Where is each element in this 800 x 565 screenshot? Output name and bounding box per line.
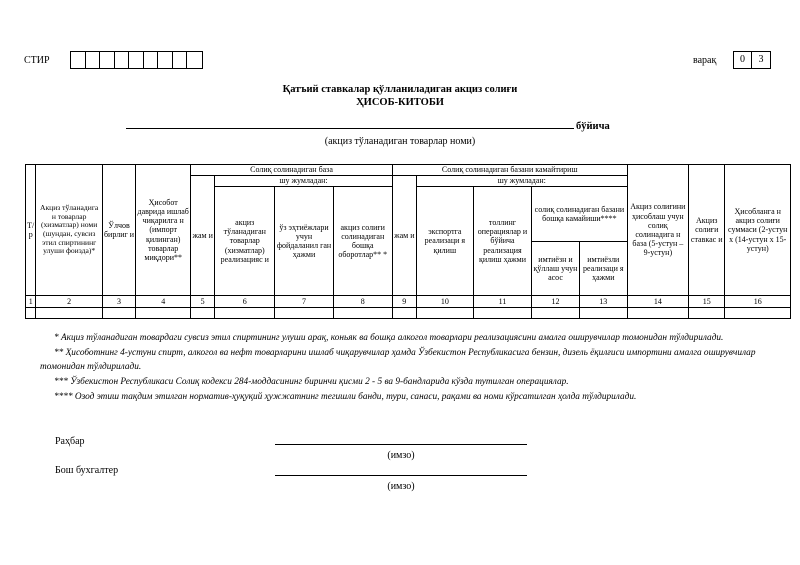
accountant-label: Бош бухгалтер bbox=[55, 465, 119, 476]
data-cell[interactable] bbox=[579, 308, 627, 319]
column-number: 5 bbox=[191, 296, 215, 308]
accountant-signature-caption: (имзо) bbox=[387, 481, 415, 492]
column-number: 10 bbox=[416, 296, 473, 308]
header-col6: акциз тўланадиган товарлар (хизматлар) реализацияс и bbox=[215, 187, 275, 296]
header-col1: Т/р bbox=[26, 165, 36, 296]
data-cell[interactable] bbox=[725, 308, 791, 319]
column-number: 3 bbox=[102, 296, 135, 308]
header-col10: экспортга реализаци я қилиш bbox=[416, 187, 473, 296]
header-col12-13-group: солиқ солинадиган базани бошқа камайиши**** bbox=[532, 187, 628, 242]
column-number: 15 bbox=[689, 296, 725, 308]
sheet-label: варақ bbox=[693, 55, 717, 66]
data-cell[interactable] bbox=[275, 308, 333, 319]
header-col2: Акциз тўланадига н товарлар (хизматлар) номи (шундан, сувсиз этил спиртининг улуши фоизда)* bbox=[36, 165, 103, 296]
column-number: 7 bbox=[275, 296, 333, 308]
header-col8: акциз солиғи солинадиган бошқа оборотлар** * bbox=[333, 187, 392, 296]
data-cell[interactable] bbox=[26, 308, 36, 319]
header-including-right: шу жумладан: bbox=[416, 176, 627, 187]
header-col15: Акциз солиғи ставкас и bbox=[689, 165, 725, 296]
data-cell[interactable] bbox=[473, 308, 531, 319]
stir-input-cells[interactable] bbox=[70, 51, 203, 69]
header-col4: Ҳисобот даврида ишлаб чиқарилга н (импорт қилинган) товарлар миқдори** bbox=[136, 165, 191, 296]
header-col9: жам и bbox=[392, 176, 416, 296]
data-cell[interactable] bbox=[416, 308, 473, 319]
data-cell[interactable] bbox=[215, 308, 275, 319]
column-number: 8 bbox=[333, 296, 392, 308]
footnote-1: * Акциз тўланадиган товардаги сувсиз этил спиртининг улуши арақ, коньяк ва бошқа алкогол товарлари реализациясини амалга оширувчилар томонидан тўлдирилади. bbox=[54, 333, 724, 343]
column-number: 4 bbox=[136, 296, 191, 308]
data-cell[interactable] bbox=[532, 308, 580, 319]
accountant-signature-line[interactable] bbox=[275, 475, 527, 476]
stir-cell[interactable] bbox=[100, 52, 115, 68]
stir-label: СТИР bbox=[24, 55, 50, 66]
title-suffix: бўйича bbox=[576, 121, 610, 132]
sheet-digit: 0 bbox=[734, 52, 752, 68]
header-col14: Акциз солиғини ҳисоблаш учун солиқ солинадига н база (5-устун – 9-устун) bbox=[627, 165, 688, 296]
sheet-digit: 3 bbox=[758, 54, 764, 65]
column-number: 9 bbox=[392, 296, 416, 308]
footnote-3: *** Ўзбекистон Республикаси Солиқ кодекси 284-моддасининг биринчи қисми 2 - 5 ва 9-бандларида кўзда тутилган операциялар. bbox=[54, 377, 569, 388]
header-col16: Ҳисобланга н акциз солиғи суммаси (2-устун х (14-устун х 15-устун) bbox=[725, 165, 791, 296]
header-col3: Ўлчов бирлиг и bbox=[102, 165, 135, 296]
footnote-4: **** Озод этиш тақдим этилган норматив-ҳуқуқий ҳужжатнинг тегишли банди, тури, санаси, рақами ва номи кўрсатилган ҳолда тўлдирилади. bbox=[54, 391, 637, 402]
header-group-base: Солиқ солинадиган база bbox=[191, 165, 393, 176]
header-col7: ўз эҳтиёжлари учун фойдаланил ган ҳажми bbox=[275, 187, 333, 296]
form-title: Қатъий ставкалар қўлланиладиган акциз солиғи bbox=[282, 84, 518, 95]
data-cell[interactable] bbox=[36, 308, 103, 319]
column-number-row bbox=[26, 296, 791, 308]
stir-cell[interactable] bbox=[144, 52, 159, 68]
stir-cell[interactable] bbox=[86, 52, 101, 68]
goods-name-line[interactable] bbox=[126, 128, 574, 129]
column-number: 1 bbox=[26, 296, 36, 308]
header-including-left: шу жумладан: bbox=[215, 176, 393, 187]
head-label: Раҳбар bbox=[55, 436, 85, 447]
goods-name-caption: (акциз тўланадиган товарлар номи) bbox=[324, 136, 476, 147]
footnote-2: ** Ҳисоботнинг 4-устуни спирт, алкогол ва нефт товарларини ишлаб чиқарувчилар ҳамда Ўзбекистон Республикасига бензин, дизель ёқилғиси импортини амалга оширувчилар томонидан тўлдирилади. bbox=[40, 347, 756, 373]
table-row[interactable] bbox=[26, 308, 791, 319]
column-number: 12 bbox=[532, 296, 580, 308]
header-col12: имтиёзн и қўллаш учун асос bbox=[532, 242, 580, 296]
header-col11: толлинг операциялар и бўйича реализация қилиш ҳажми bbox=[473, 187, 531, 296]
data-cell[interactable] bbox=[392, 308, 416, 319]
stir-cell[interactable] bbox=[158, 52, 173, 68]
stir-cell[interactable] bbox=[129, 52, 144, 68]
sheet-number-cells bbox=[733, 51, 771, 69]
header-col5: жам и bbox=[191, 176, 215, 296]
stir-cell[interactable] bbox=[187, 52, 202, 68]
form-subtitle: ҲИСОБ-КИТОБИ bbox=[356, 97, 444, 108]
stir-cell[interactable] bbox=[115, 52, 130, 68]
head-signature-line[interactable] bbox=[275, 444, 527, 445]
column-number: 13 bbox=[579, 296, 627, 308]
footnotes bbox=[40, 331, 785, 405]
header-group-reduce: Солиқ солинадиган базани камайтириш bbox=[392, 165, 627, 176]
data-cell[interactable] bbox=[689, 308, 725, 319]
data-cell[interactable] bbox=[333, 308, 392, 319]
column-number: 6 bbox=[215, 296, 275, 308]
column-number: 14 bbox=[627, 296, 688, 308]
data-cell[interactable] bbox=[136, 308, 191, 319]
data-cell[interactable] bbox=[102, 308, 135, 319]
column-number: 16 bbox=[725, 296, 791, 308]
column-number: 2 bbox=[36, 296, 103, 308]
data-cell[interactable] bbox=[191, 308, 215, 319]
excise-table bbox=[25, 164, 791, 319]
head-signature-caption: (имзо) bbox=[387, 450, 415, 461]
header-col13: имтиёзли реализаци я ҳажми bbox=[579, 242, 627, 296]
stir-cell[interactable] bbox=[71, 52, 86, 68]
stir-cell[interactable] bbox=[173, 52, 188, 68]
column-number: 11 bbox=[473, 296, 531, 308]
data-cell[interactable] bbox=[627, 308, 688, 319]
